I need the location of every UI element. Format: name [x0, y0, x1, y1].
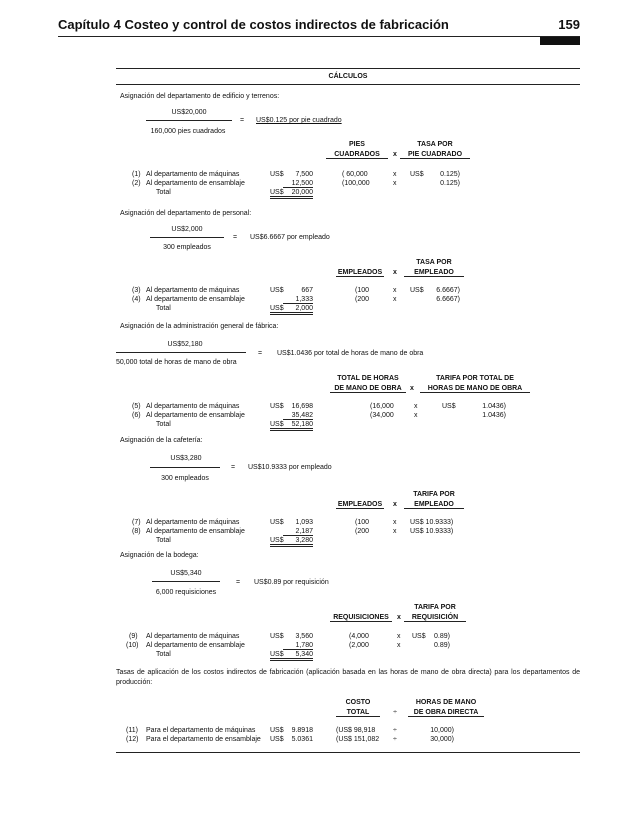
factor-a: (34,000	[370, 412, 394, 419]
rate-result: US$1.0436 por total de horas de mano de obra	[277, 350, 424, 357]
factor-currency: US$	[410, 287, 424, 294]
amount: 1,780	[283, 642, 313, 650]
col-x-header: x	[393, 269, 397, 276]
chapter-number: 4	[113, 17, 121, 32]
factor-currency: US$	[412, 633, 426, 640]
amount: 5.0361	[291, 736, 313, 743]
row-label: Para el departamento de máquinas	[146, 727, 256, 734]
row-number: (6)	[132, 412, 141, 419]
factor-a: (2,000	[349, 642, 369, 649]
bottom-rule	[116, 752, 580, 753]
row-label: Al departamento de máquinas	[146, 633, 240, 640]
row-number: (10)	[126, 642, 139, 649]
col-a-header-2: REQUISICIONES	[330, 614, 392, 622]
total-currency: US$	[270, 651, 283, 661]
fraction-bar	[150, 467, 220, 468]
row-number: (3)	[132, 287, 141, 294]
currency: US$	[270, 519, 284, 526]
multiply-sign: x	[414, 412, 418, 419]
factor-a: (200	[355, 528, 370, 535]
currency: US$	[270, 736, 284, 743]
total-amount: 2,000	[283, 305, 313, 315]
currency: US$	[270, 287, 284, 294]
rate-result: US$0.89 por requisición	[254, 579, 329, 586]
col-a-header-2: TOTAL	[336, 709, 380, 717]
multiply-sign: x	[393, 519, 397, 526]
rate-numerator: US$5,340	[170, 570, 202, 577]
factor-a: ( 60,000	[342, 171, 368, 178]
factor-a: (US$ 151,082	[336, 736, 380, 743]
col-b-header-1: TARIFA POR	[413, 491, 455, 498]
factor-currency: US$	[442, 403, 456, 410]
row-label: Al departamento de ensamblaje	[146, 180, 245, 187]
rate-result: US$6.6667 por empleado	[250, 234, 330, 241]
factor-b: 1.0436)	[482, 412, 506, 419]
row-number: (5)	[132, 403, 141, 410]
equals-sign: =	[231, 464, 236, 471]
factor-a: (US$ 98,918	[336, 727, 376, 734]
col-b-header-2: PIE CUADRADO	[400, 151, 470, 159]
fraction-bar	[146, 120, 232, 121]
section-heading: Asignación del departamento de personal:	[120, 210, 252, 217]
col-x-header: x	[397, 614, 401, 621]
currency: US$	[270, 727, 284, 734]
factor-a: (16,000	[370, 403, 394, 410]
rate-result: US$0.125 por pie cuadrado	[256, 117, 342, 124]
row-label: Al departamento de máquinas	[146, 287, 240, 294]
equals-sign: =	[233, 234, 238, 241]
fraction-bar	[150, 237, 224, 238]
total-label: Total	[156, 189, 171, 196]
col-a-header-1: TOTAL DE HORAS	[337, 375, 399, 382]
total-label: Total	[156, 651, 171, 658]
row-number: (8)	[132, 528, 141, 535]
col-x-header: x	[393, 151, 397, 158]
amount: 1,333	[283, 296, 313, 304]
equals-sign: =	[258, 350, 263, 357]
amount: 35,482	[283, 412, 313, 420]
row-label: Al departamento de ensamblaje	[146, 642, 245, 649]
total-amount: 3,280	[283, 537, 313, 547]
factor-b: 6.6667)	[436, 296, 460, 303]
section-heading: Asignación de la cafetería:	[120, 437, 203, 444]
row-label: Al departamento de máquinas	[146, 403, 240, 410]
amount: 1,093	[295, 519, 313, 526]
factor-a: (100,000	[342, 180, 370, 187]
chapter-heading	[58, 17, 449, 32]
total-amount: 52,180	[283, 421, 313, 431]
factor-b: 6.6667)	[436, 287, 460, 294]
currency: US$	[270, 171, 284, 178]
col-b-header-2: REQUISICIÓN	[404, 614, 466, 622]
chapter-title: Costeo y control de costos indirectos de fabricación	[124, 17, 449, 32]
multiply-sign: x	[393, 528, 397, 535]
factor-a: (100	[355, 287, 370, 294]
divide-sign: ÷	[393, 727, 397, 734]
header-block	[540, 37, 580, 45]
multiply-sign: x	[393, 180, 397, 187]
factor-a: (4,000	[349, 633, 369, 640]
factor-b: 10,000)	[430, 727, 454, 734]
col-x-header: x	[393, 501, 397, 508]
section-title: CÁLCULOS	[328, 73, 368, 80]
col-b-header-1: TASA POR	[416, 259, 452, 266]
col-a-header-1: COSTO	[345, 699, 371, 706]
rate-result: US$10.9333 por empleado	[248, 464, 332, 471]
factor-b: 30,000)	[430, 736, 454, 743]
amount: 16,698	[291, 403, 313, 410]
amount: 7,500	[295, 171, 313, 178]
factor-b: 0.125)	[440, 171, 460, 178]
total-amount: 20,000	[283, 189, 313, 199]
factor-a: (200	[355, 296, 370, 303]
currency: US$	[270, 403, 284, 410]
amount: 2,187	[283, 528, 313, 536]
rate-denominator: 6,000 requisiciones	[155, 589, 217, 596]
factor-b: 0.125)	[440, 180, 460, 187]
top-rule	[116, 68, 580, 69]
section-paragraph: Tasas de aplicación de los costos indirectos de fabricación (aplicación basada en las horas de mano de obra directa) para los departamentos de producción:	[116, 669, 580, 686]
factor-b: US$ 10.9333)	[410, 528, 454, 535]
row-number: (4)	[132, 296, 141, 303]
col-a-header-2: DE MANO DE OBRA	[330, 385, 406, 393]
col-a-header-2: CUADRADOS	[326, 151, 388, 159]
row-number: (2)	[132, 180, 141, 187]
total-label: Total	[156, 305, 171, 312]
rate-denominator: 50,000 total de horas de mano de obra	[116, 359, 237, 366]
equals-sign: =	[236, 579, 241, 586]
row-label: Para el departamento de ensamblaje	[146, 736, 261, 743]
factor-currency: US$	[410, 171, 424, 178]
col-b-header-1: TARIFA POR TOTAL DE	[436, 375, 514, 382]
col-op-header: ÷	[393, 709, 397, 716]
multiply-sign: x	[397, 642, 401, 649]
rate-denominator: 300 empleados	[161, 475, 209, 482]
row-number: (7)	[132, 519, 141, 526]
multiply-sign: x	[393, 296, 397, 303]
total-label: Total	[156, 537, 171, 544]
total-amount: 5,340	[283, 651, 313, 661]
rate-numerator: US$20,000	[171, 109, 207, 116]
multiply-sign: x	[393, 171, 397, 178]
section-heading: Asignación del departamento de edificio y terrenos:	[120, 93, 280, 100]
fraction-bar	[116, 352, 246, 353]
total-currency: US$	[270, 305, 283, 315]
amount: 12,500	[283, 180, 313, 188]
page-number: 159	[558, 17, 580, 32]
row-label: Al departamento de ensamblaje	[146, 412, 245, 419]
factor-b: 1.0436)	[482, 403, 506, 410]
section-heading: Asignación de la administración general de fábrica:	[120, 323, 279, 330]
col-b-header-2: HORAS DE MANO DE OBRA	[420, 385, 530, 393]
total-currency: US$	[270, 189, 283, 199]
row-number: (9)	[129, 633, 138, 640]
chapter-label: Capítulo	[58, 17, 110, 32]
col-b-header-1: TARIFA POR	[414, 604, 456, 611]
col-a-header-2: EMPLEADOS	[337, 269, 383, 276]
section-heading: Asignación de la bodega:	[120, 552, 199, 559]
col-x-header: x	[410, 385, 414, 392]
fraction-bar	[152, 581, 220, 582]
amount: 3,560	[295, 633, 313, 640]
col-a-header-1: PIES	[349, 141, 365, 148]
rate-denominator: 300 empleados	[163, 244, 211, 251]
rate-numerator: US$3,280	[170, 455, 202, 462]
col-b-header-1: HORAS DE MANO	[415, 699, 477, 706]
multiply-sign: x	[414, 403, 418, 410]
amount: 667	[301, 287, 313, 294]
multiply-sign: x	[393, 287, 397, 294]
col-a-header-2: EMPLEADOS	[337, 501, 383, 508]
factor-b: 0.89)	[434, 642, 450, 649]
col-b-header-2: EMPLEADO	[404, 501, 464, 509]
row-number: (1)	[132, 171, 141, 178]
row-number: (12)	[126, 736, 139, 743]
total-label: Total	[156, 421, 171, 428]
row-label: Al departamento de ensamblaje	[146, 296, 245, 303]
equals-sign: =	[240, 117, 245, 124]
col-b-header-1: TASA POR	[417, 141, 453, 148]
row-label: Al departamento de ensamblaje	[146, 528, 245, 535]
rate-numerator: US$2,000	[171, 226, 203, 233]
factor-b: US$ 10.9333)	[410, 519, 454, 526]
total-currency: US$	[270, 537, 283, 547]
col-b-header-2: DE OBRA DIRECTA	[408, 709, 484, 717]
header-rule	[58, 36, 580, 37]
factor-a: (100	[355, 519, 370, 526]
title-rule	[116, 84, 580, 85]
rate-numerator: US$52,180	[167, 341, 203, 348]
row-label: Al departamento de máquinas	[146, 519, 240, 526]
divide-sign: ÷	[393, 736, 397, 743]
currency: US$	[270, 633, 284, 640]
col-b-header-2: EMPLEADO	[404, 269, 464, 277]
row-label: Al departamento de máquinas	[146, 171, 240, 178]
multiply-sign: x	[397, 633, 401, 640]
total-currency: US$	[270, 421, 283, 431]
factor-b: 0.89)	[434, 633, 450, 640]
row-number: (11)	[126, 727, 138, 734]
rate-denominator: 160,000 pies cuadrados	[150, 128, 226, 135]
amount: 9.8918	[291, 727, 313, 734]
